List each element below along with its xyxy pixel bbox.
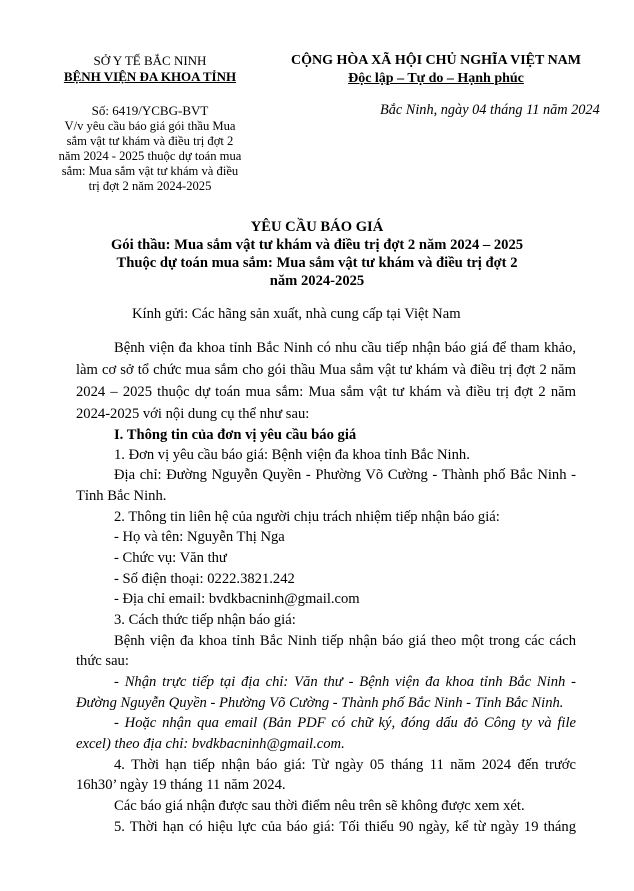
intro-line: 2024 – 2025 thuộc dự toán mua sắm: Mua sắm vật tư khám và điều trị đợt 2 năm	[76, 384, 576, 400]
deadline-line: 4. Thời hạn tiếp nhận báo giá: Từ ngày 05 tháng 11 năm 2024 đến trước	[114, 757, 576, 773]
intro-line: 2024-2025 với nội dung cụ thể như sau:	[76, 406, 310, 422]
agency-name: SỞ Y TẾ BẮC NINH	[93, 53, 207, 68]
address-line: Tỉnh Bắc Ninh.	[76, 488, 167, 504]
package-title: Gói thầu: Mua sắm vật tư khám và điều trị đợt 2 năm 2024 – 2025	[110, 237, 524, 253]
recipient-line: Kính gửi: Các hãng sản xuất, nhà cung cấp tại Việt Nam	[132, 306, 461, 322]
validity-line: 5. Thời hạn có hiệu lực của báo giá: Tối thiểu 90 ngày, kể từ ngày 19 tháng	[114, 819, 576, 835]
document-number: Số: 6419/YCBG-BVT	[91, 103, 209, 118]
contact-phone: - Số điện thoại: 0222.3821.242	[114, 571, 295, 587]
subject-line: năm 2024 - 2025 thuộc dự toán mua	[58, 149, 242, 163]
national-motto-text: Độc lập – Tự do – Hạnh phúc	[348, 71, 524, 86]
email-delivery-line: excel) theo địa chỉ: bvdkbacninh@gmail.com.	[76, 736, 345, 752]
intro-line: làm cơ sở tổ chức mua sắm cho gói thầu Mua sắm vật tư khám và điều trị đợt 2 năm	[76, 362, 576, 378]
method-line: thức sau:	[76, 653, 129, 669]
method-line: Bệnh viện đa khoa tỉnh Bắc Ninh tiếp nhận báo giá theo một trong các cách	[114, 633, 576, 649]
place-date: Bắc Ninh, ngày 04 tháng 11 năm 2024	[380, 102, 600, 118]
contact-heading: 2. Thông tin liên hệ của người chịu trách nhiệm tiếp nhận báo giá:	[114, 509, 500, 525]
subject-line: trị đợt 2 năm 2024-2025	[88, 179, 212, 193]
subject-line: sắm: Mua sắm vật tư khám và điều	[61, 164, 239, 178]
subject-line: sắm vật tư khám và điều trị đợt 2	[66, 134, 234, 148]
republic-name: CỘNG HÒA XÃ HỘI CHỦ NGHĨA VIỆT NAM	[290, 53, 581, 68]
direct-delivery-line: Đường Nguyễn Quyền - Phường Võ Cường - Thành phố Bắc Ninh - Tỉnh Bắc Ninh.	[76, 695, 564, 711]
national-motto	[268, 70, 604, 88]
method-heading: 3. Cách thức tiếp nhận báo giá:	[114, 612, 296, 628]
contact-name: - Họ và tên: Nguyễn Thị Nga	[114, 529, 285, 545]
hospital-name-text: BỆNH VIỆN ĐA KHOA TỈNH	[63, 69, 237, 84]
email-delivery-line: - Hoặc nhận qua email (Bản PDF có chữ ký, đóng dấu đỏ Công ty và file	[114, 715, 576, 731]
direct-delivery-line: - Nhận trực tiếp tại địa chỉ: Văn thư - Bệnh viện đa khoa tỉnh Bắc Ninh -	[114, 674, 576, 690]
estimate-title-year: năm 2024-2025	[269, 273, 365, 289]
estimate-title: Thuộc dự toán mua sắm: Mua sắm vật tư khám và điều trị đợt 2	[116, 255, 518, 271]
subject-line: V/v yêu cầu báo giá gói thầu Mua	[64, 119, 236, 133]
document-title: YÊU CẦU BÁO GIÁ	[250, 219, 384, 235]
late-note: Các báo giá nhận được sau thời điểm nêu trên sẽ không được xem xét.	[114, 798, 525, 814]
deadline-line: 16h30’ ngày 19 tháng 11 năm 2024.	[76, 777, 286, 793]
address-line: Địa chỉ: Đường Nguyễn Quyền - Phường Võ Cường - Thành phố Bắc Ninh -	[114, 467, 576, 483]
hospital-name	[50, 69, 250, 85]
section-heading: I. Thông tin của đơn vị yêu cầu báo giá	[114, 427, 357, 443]
contact-position: - Chức vụ: Văn thư	[114, 550, 227, 566]
requester-line: 1. Đơn vị yêu cầu báo giá: Bệnh viện đa khoa tỉnh Bắc Ninh.	[114, 447, 470, 463]
intro-line: Bệnh viện đa khoa tỉnh Bắc Ninh có nhu cầu tiếp nhận báo giá để tham khảo,	[114, 340, 576, 356]
contact-email: - Địa chỉ email: bvdkbacninh@gmail.com	[114, 591, 360, 607]
